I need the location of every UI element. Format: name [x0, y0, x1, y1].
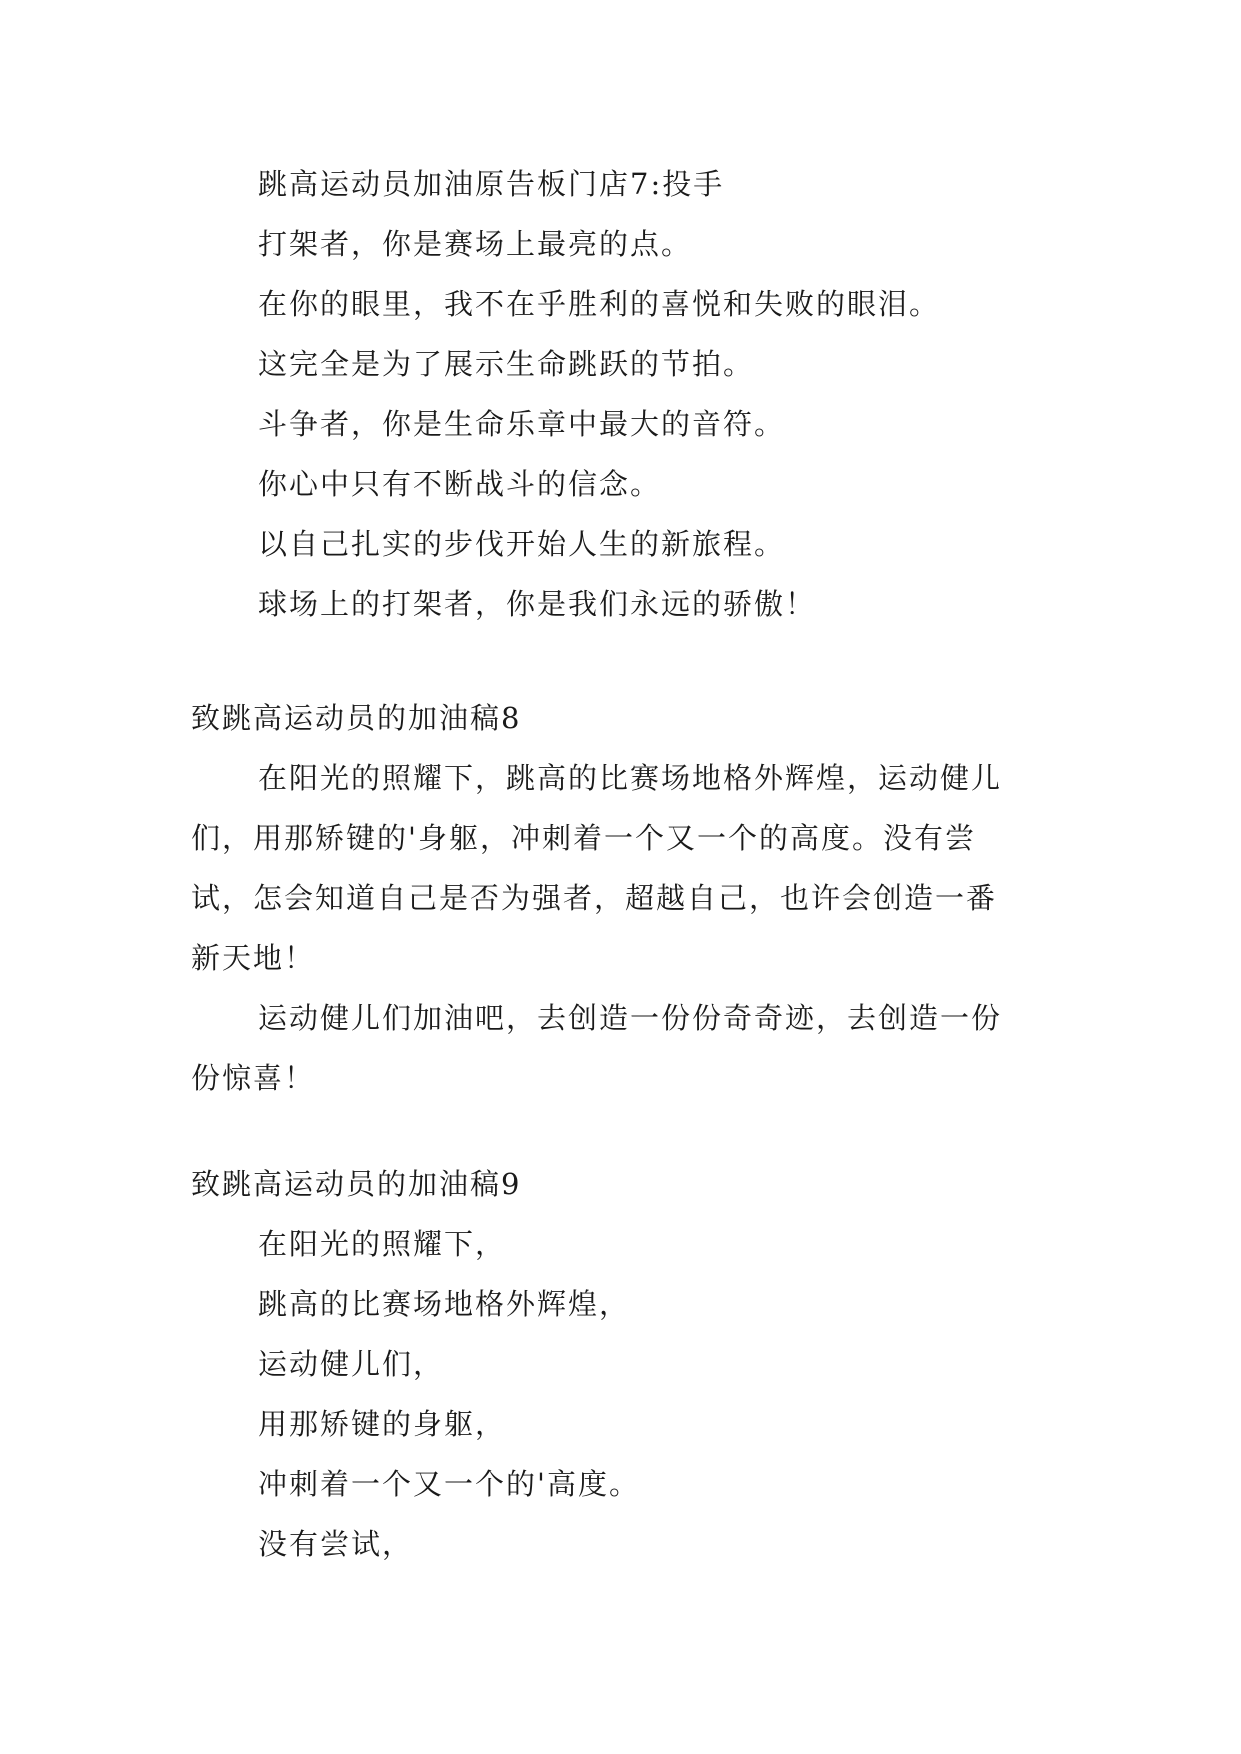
paragraph-line: 们，用那矫键的'身躯，冲刺着一个又一个的高度。没有尝 [191, 821, 976, 855]
poem-line: 在你的眼里，我不在乎胜利的喜悦和失败的眼泪。 [258, 287, 941, 321]
poem-line: 斗争者，你是生命乐章中最大的音符。 [258, 407, 786, 441]
paragraph-line: 运动健儿们加油吧，去创造一份份奇奇迹，去创造一份 [258, 1001, 1003, 1035]
poem-line: 冲刺着一个又一个的'高度。 [258, 1467, 640, 1501]
section-7-title: 跳高运动员加油原告板门店7:投手 [258, 167, 725, 201]
section-8-heading: 致跳高运动员的加油稿8 [191, 701, 522, 735]
poem-line: 跳高的比赛场地格外辉煌， [258, 1287, 631, 1321]
poem-line: 没有尝试， [258, 1527, 414, 1561]
paragraph-line: 份惊喜！ [191, 1061, 316, 1095]
poem-line: 以自己扎实的步伐开始人生的新旅程。 [258, 527, 786, 561]
poem-line: 球场上的打架者，你是我们永远的骄傲！ [258, 587, 817, 621]
poem-line: 打架者，你是赛场上最亮的点。 [258, 227, 693, 261]
poem-line: 你心中只有不断战斗的信念。 [258, 467, 662, 501]
poem-line: 用那矫键的身躯， [258, 1407, 507, 1441]
paragraph-line: 在阳光的照耀下，跳高的比赛场地格外辉煌，运动健儿 [258, 761, 1003, 795]
poem-line: 运动健儿们， [258, 1347, 445, 1381]
poem-line: 这完全是为了展示生命跳跃的节拍。 [258, 347, 755, 381]
poem-line: 在阳光的照耀下， [258, 1227, 507, 1261]
paragraph-line: 新天地！ [191, 941, 316, 975]
paragraph-line: 试，怎会知道自己是否为强者，超越自己，也许会创造一番 [191, 881, 998, 915]
section-9-heading: 致跳高运动员的加油稿9 [191, 1167, 522, 1201]
